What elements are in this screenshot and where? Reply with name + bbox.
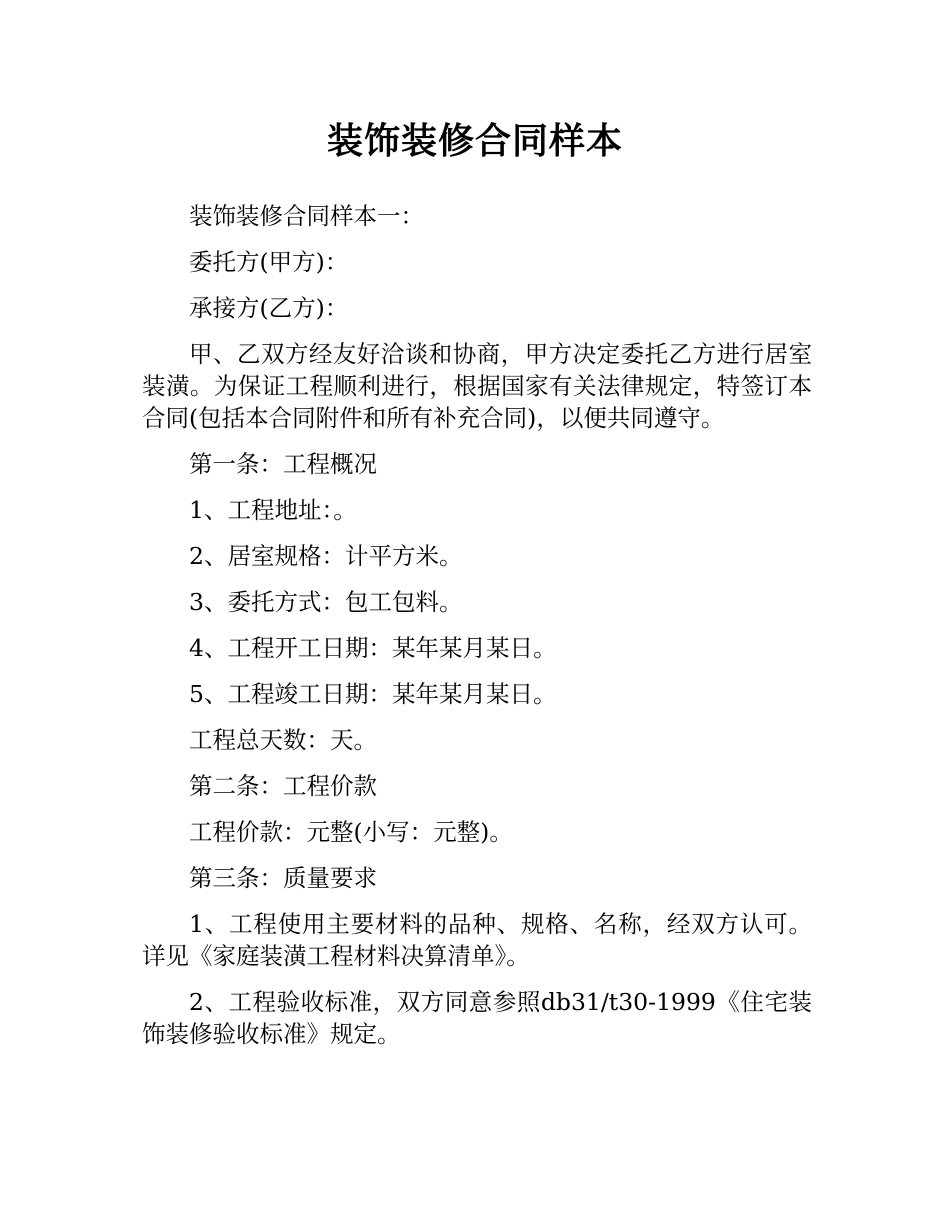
paragraph-article-3: 第三条：质量要求 <box>189 864 377 892</box>
paragraph-article-2: 第二条：工程价款 <box>189 772 377 800</box>
paragraph-contract-mode: 3、委托方式：包工包料。 <box>189 588 463 616</box>
paragraph-acceptance-standard: 2、工程验收标准，双方同意参照db31/t30-1999《住宅装饰装修验收标准》规定。 <box>142 988 812 1048</box>
paragraph-party-a: 委托方(甲方)： <box>189 248 349 276</box>
paragraph-project-price: 工程价款：元整(小写：元整)。 <box>189 818 513 846</box>
paragraph-preamble: 甲、乙双方经友好洽谈和协商，甲方决定委托乙方进行居室装潢。为保证工程顺利进行，根据国家有关法律规定，特签订本合同(包括本合同附件和所有补充合同)，以便共同遵守。 <box>142 340 812 432</box>
paragraph-article-1: 第一条：工程概况 <box>189 450 377 478</box>
paragraph-room-spec: 2、居室规格：计平方米。 <box>189 542 463 570</box>
paragraph-sample-heading: 装饰装修合同样本一： <box>189 202 424 230</box>
paragraph-party-b: 承接方(乙方)： <box>189 294 349 322</box>
document-body <box>142 200 812 1050</box>
paragraph-start-date: 4、工程开工日期：某年某月某日。 <box>189 634 557 662</box>
document-title: 装饰装修合同样本 <box>326 121 623 162</box>
paragraph-materials: 1、工程使用主要材料的品种、规格、名称，经双方认可。详见《家庭装潢工程材料决算清单》。 <box>142 910 812 970</box>
paragraph-total-days: 工程总天数：天。 <box>189 726 377 754</box>
paragraph-completion-date: 5、工程竣工日期：某年某月某日。 <box>189 680 557 708</box>
paragraph-project-address: 1、工程地址：。 <box>189 496 357 524</box>
